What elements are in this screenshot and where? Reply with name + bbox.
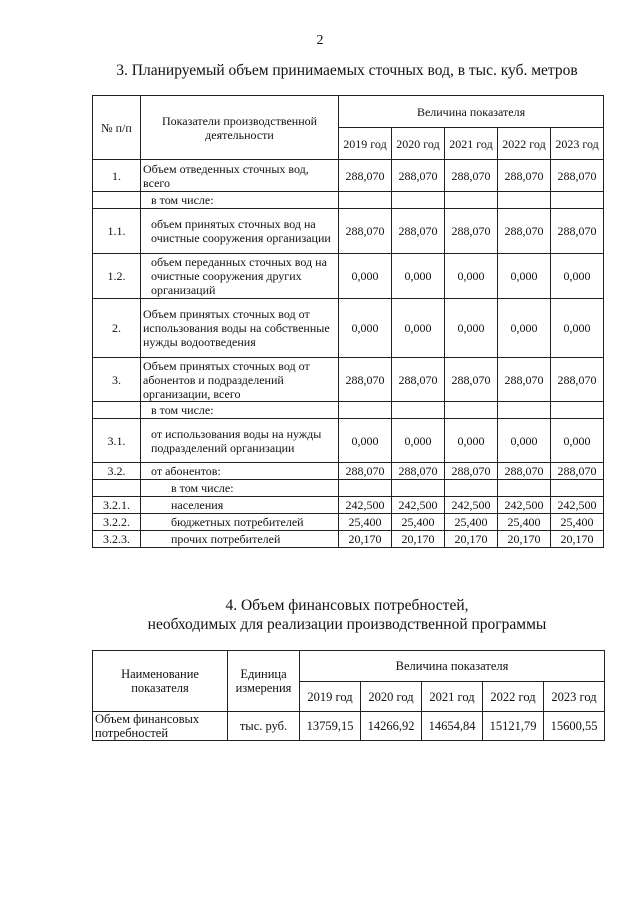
row-num: 1.2.: [93, 254, 141, 299]
row-value: 288,070: [498, 209, 551, 254]
row-value: 288,070: [498, 160, 551, 192]
table-row: [93, 497, 604, 514]
row-label: прочих потребителей: [141, 531, 339, 548]
row-value: [339, 402, 392, 419]
wastewater-volume-table: [92, 95, 604, 548]
page-number: 2: [316, 33, 324, 48]
row-label: населения: [141, 497, 339, 514]
table-row: [93, 299, 604, 358]
table-row: [93, 192, 604, 209]
row-value: 15600,55: [544, 712, 605, 741]
header-value: Величина показателя: [300, 651, 605, 682]
row-value: 14654,84: [422, 712, 483, 741]
row-value: 288,070: [498, 358, 551, 402]
row-value: [551, 192, 604, 209]
row-value: 0,000: [339, 299, 392, 358]
row-value: 15121,79: [483, 712, 544, 741]
row-label: объем переданных сточных вод на очистные сооружения других организаций: [141, 254, 339, 299]
row-value: 0,000: [392, 419, 445, 463]
header-year: 2019 год: [300, 682, 361, 712]
row-num: 3.2.: [93, 463, 141, 480]
row-value: 288,070: [339, 209, 392, 254]
row-value: [551, 402, 604, 419]
header-year: 2019 год: [339, 128, 392, 160]
row-value: 288,070: [392, 209, 445, 254]
row-value: 20,170: [445, 531, 498, 548]
row-value: 0,000: [445, 254, 498, 299]
row-value: [551, 480, 604, 497]
section4-title-line1: 4. Объем финансовых потребностей,: [225, 597, 469, 614]
header-year: 2021 год: [445, 128, 498, 160]
row-value: 288,070: [339, 358, 392, 402]
table-row: [93, 463, 604, 480]
row-value: [445, 192, 498, 209]
row-value: [498, 480, 551, 497]
row-value: 0,000: [339, 254, 392, 299]
row-value: 288,070: [551, 209, 604, 254]
row-label: Объем отведенных сточных вод, всего: [141, 160, 339, 192]
row-value: 20,170: [392, 531, 445, 548]
row-num: 3.1.: [93, 419, 141, 463]
row-label: в том числе:: [141, 480, 339, 497]
row-value: 288,070: [392, 358, 445, 402]
row-num: [93, 402, 141, 419]
row-value: 288,070: [445, 463, 498, 480]
row-value: 288,070: [445, 160, 498, 192]
row-num: 3.2.2.: [93, 514, 141, 531]
header-num: № п/п: [93, 96, 141, 160]
row-num: [93, 480, 141, 497]
header-year: 2021 год: [422, 682, 483, 712]
row-value: 0,000: [551, 299, 604, 358]
row-value: 25,400: [551, 514, 604, 531]
row-label: Объем принятых сточных вод от абонентов и подразделений организации, всего: [141, 358, 339, 402]
row-value: 288,070: [498, 463, 551, 480]
row-value: 242,500: [445, 497, 498, 514]
row-value: 14266,92: [361, 712, 422, 741]
row-value: 0,000: [498, 299, 551, 358]
table-row: [93, 531, 604, 548]
header-year: 2023 год: [544, 682, 605, 712]
row-num: 1.1.: [93, 209, 141, 254]
row-label: объем принятых сточных вод на очистные сооружения организации: [141, 209, 339, 254]
row-value: 25,400: [445, 514, 498, 531]
table-row: [93, 358, 604, 402]
row-value: [498, 402, 551, 419]
row-value: 20,170: [498, 531, 551, 548]
row-value: 242,500: [392, 497, 445, 514]
row-value: 0,000: [498, 419, 551, 463]
row-value: 288,070: [445, 209, 498, 254]
header-value: Величина показателя: [339, 96, 604, 128]
row-label: от абонентов:: [141, 463, 339, 480]
row-value: 242,500: [498, 497, 551, 514]
row-value: 288,070: [445, 358, 498, 402]
row-label: в том числе:: [141, 192, 339, 209]
row-label: Объем финансовых потребностей: [93, 712, 228, 741]
table-row: [93, 160, 604, 192]
row-value: [445, 480, 498, 497]
row-value: 288,070: [551, 160, 604, 192]
row-num: 3.2.1.: [93, 497, 141, 514]
row-num: 3.: [93, 358, 141, 402]
row-value: [445, 402, 498, 419]
section4-title: [92, 596, 602, 634]
row-value: [392, 402, 445, 419]
row-value: 288,070: [339, 463, 392, 480]
header-indicator: Показатели производственной деятельности: [141, 96, 339, 160]
row-label: Объем принятых сточных вод от использования воды на собственные нужды водоотведения: [141, 299, 339, 358]
row-value: 288,070: [339, 160, 392, 192]
row-value: [339, 480, 392, 497]
header-name: Наименование показателя: [93, 651, 228, 712]
row-num: [93, 192, 141, 209]
row-value: [339, 192, 392, 209]
table-row: [93, 254, 604, 299]
row-value: 0,000: [445, 299, 498, 358]
header-year: 2022 год: [483, 682, 544, 712]
table-row: [93, 402, 604, 419]
row-num: 3.2.3.: [93, 531, 141, 548]
header-year: 2020 год: [392, 128, 445, 160]
row-value: [498, 192, 551, 209]
row-value: 0,000: [445, 419, 498, 463]
row-value: 25,400: [392, 514, 445, 531]
table-row: [93, 480, 604, 497]
row-num: 2.: [93, 299, 141, 358]
table-row: [93, 514, 604, 531]
row-value: 0,000: [392, 254, 445, 299]
row-value: 288,070: [551, 358, 604, 402]
row-value: 288,070: [551, 463, 604, 480]
header-year: 2023 год: [551, 128, 604, 160]
row-value: 13759,15: [300, 712, 361, 741]
row-value: 288,070: [392, 463, 445, 480]
row-value: 20,170: [551, 531, 604, 548]
row-num: 1.: [93, 160, 141, 192]
row-value: 0,000: [551, 254, 604, 299]
row-value: [392, 480, 445, 497]
row-value: 242,500: [551, 497, 604, 514]
row-value: 20,170: [339, 531, 392, 548]
row-value: 25,400: [498, 514, 551, 531]
table-row: [93, 712, 605, 741]
row-value: 25,400: [339, 514, 392, 531]
row-value: 0,000: [339, 419, 392, 463]
table-row: [93, 419, 604, 463]
table-row: [93, 209, 604, 254]
section4-title-line2: необходимых для реализации производственной программы: [147, 616, 547, 633]
row-value: 0,000: [551, 419, 604, 463]
header-unit: Единица измерения: [228, 651, 300, 712]
header-year: 2020 год: [361, 682, 422, 712]
row-label: бюджетных потребителей: [141, 514, 339, 531]
header-year: 2022 год: [498, 128, 551, 160]
row-value: 242,500: [339, 497, 392, 514]
row-unit: тыс. руб.: [228, 712, 300, 741]
row-label: в том числе:: [141, 402, 339, 419]
section3-title: 3. Планируемый объем принимаемых сточных вод, в тыс. куб. метров: [116, 62, 578, 79]
row-value: [392, 192, 445, 209]
row-value: 0,000: [498, 254, 551, 299]
row-label: от использования воды на нужды подразделений организации: [141, 419, 339, 463]
row-value: 0,000: [392, 299, 445, 358]
financial-needs-table: [92, 650, 605, 741]
row-value: 288,070: [392, 160, 445, 192]
